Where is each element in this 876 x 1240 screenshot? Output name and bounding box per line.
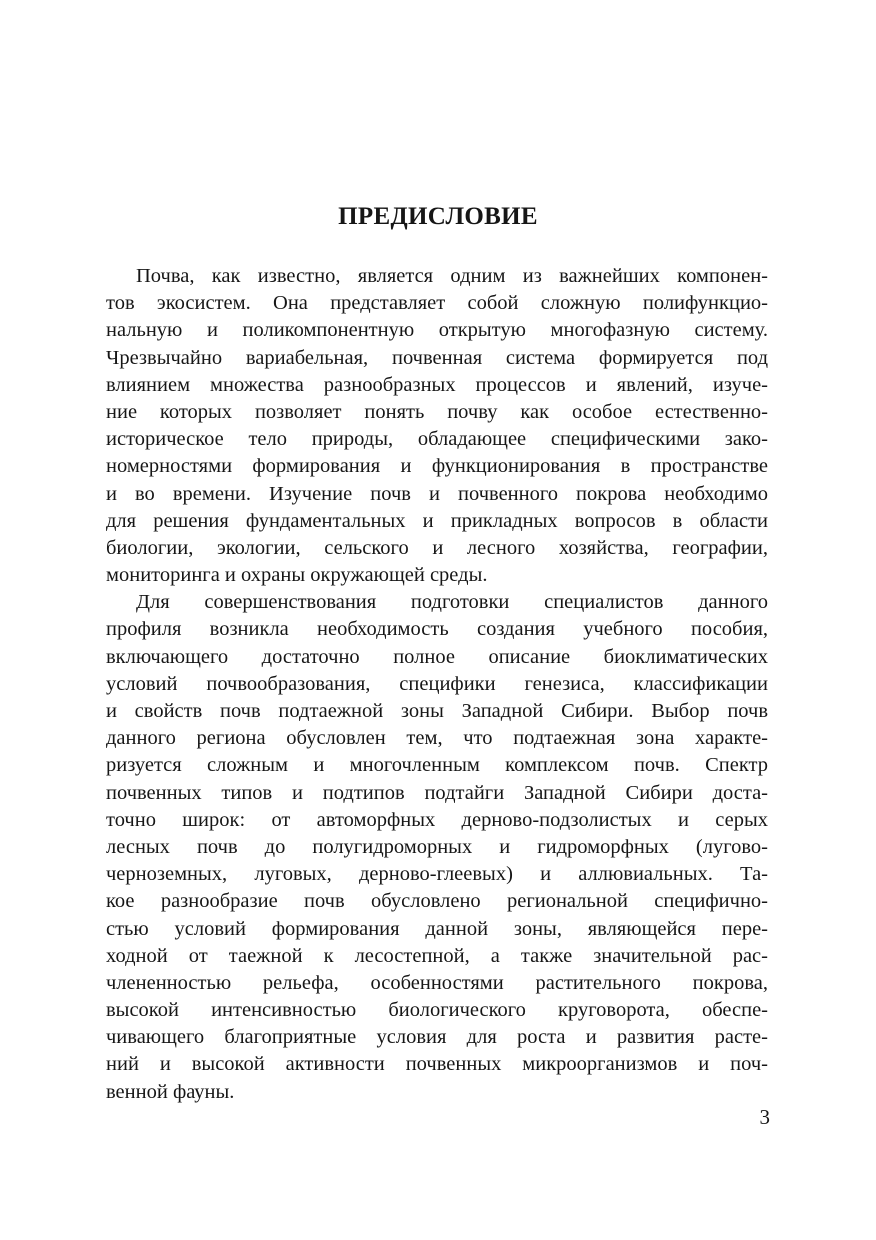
page-title: ПРЕДИСЛОВИЕ: [338, 203, 538, 230]
text-line: данного региона обусловлен тем, что подтаежная зона характе-: [106, 727, 768, 750]
text-line: для решения фундаментальных и прикладных вопросов в области: [106, 509, 768, 532]
text-line: историческое тело природы, обладающее специфическими зако-: [106, 428, 768, 451]
text-line: и свойств почв подтаежной зоны Западной Сибири. Выбор почв: [106, 700, 768, 722]
text-line: ходной от таежной к лесостепной, а также значительной рас-: [106, 944, 768, 967]
text-line: точно широк: от автоморфных дерново-подзолистых и серых: [106, 808, 768, 831]
text-line: ризуется сложным и многочленным комплексом почв. Спектр: [106, 754, 768, 777]
text-line: стью условий формирования данной зоны, являющейся пере-: [106, 917, 768, 940]
text-line: мониторинга и охраны окружающей среды.: [106, 564, 488, 587]
paragraph-1: [106, 263, 768, 589]
text-line: влиянием множества разнообразных процессов и явлений, изуче-: [106, 373, 768, 396]
text-line: черноземных, луговых, дерново-глеевых) и аллювиальных. Та-: [106, 863, 768, 886]
text-line: члененностью рельефа, особенностями растительного покрова,: [106, 971, 768, 994]
text-line: тов экосистем. Она представляет собой сложную полифункцио-: [106, 292, 768, 315]
text-line: чивающего благоприятные условия для роста и развития расте-: [106, 1026, 768, 1049]
text-line: Чрезвычайно вариабельная, почвенная система формируется под: [106, 346, 768, 369]
text-line: Для совершенствования подготовки специалистов данного: [136, 591, 768, 614]
text-line: биологии, экологии, сельского и лесного хозяйства, географии,: [106, 536, 768, 559]
preface-text: [106, 263, 768, 1106]
text-line: ние которых позволяет понять почву как особое естественно-: [106, 400, 768, 423]
text-line: условий почвообразования, специфики генезиса, классификации: [106, 672, 768, 695]
text-line: и во времени. Изучение почв и почвенного покрова необходимо: [106, 482, 768, 505]
text-line: ний и высокой активности почвенных микроорганизмов и поч-: [106, 1053, 768, 1076]
paragraph-2: [106, 589, 768, 1106]
text-line: лесных почв до полугидроморных и гидроморфных (лугово-: [106, 835, 768, 858]
text-line: включающего достаточно полное описание биоклиматических: [106, 645, 768, 668]
text-line: венной фауны.: [106, 1080, 235, 1103]
text-line: кое разнообразие почв обусловлено региональной специфично-: [106, 890, 768, 913]
text-line: нальную и поликомпонентную открытую многофазную систему.: [106, 319, 768, 342]
text-line: почвенных типов и подтипов подтайги Западной Сибири доста-: [106, 781, 768, 804]
text-line: профиля возникла необходимость создания учебного пособия,: [106, 618, 768, 641]
page-number: 3: [759, 1105, 770, 1129]
text-line: высокой интенсивностью биологического круговорота, обеспе-: [106, 999, 768, 1022]
text-line: Почва, как известно, является одним из важнейших компонен-: [136, 265, 768, 287]
text-line: номерностями формирования и функционирования в пространстве: [106, 455, 768, 478]
